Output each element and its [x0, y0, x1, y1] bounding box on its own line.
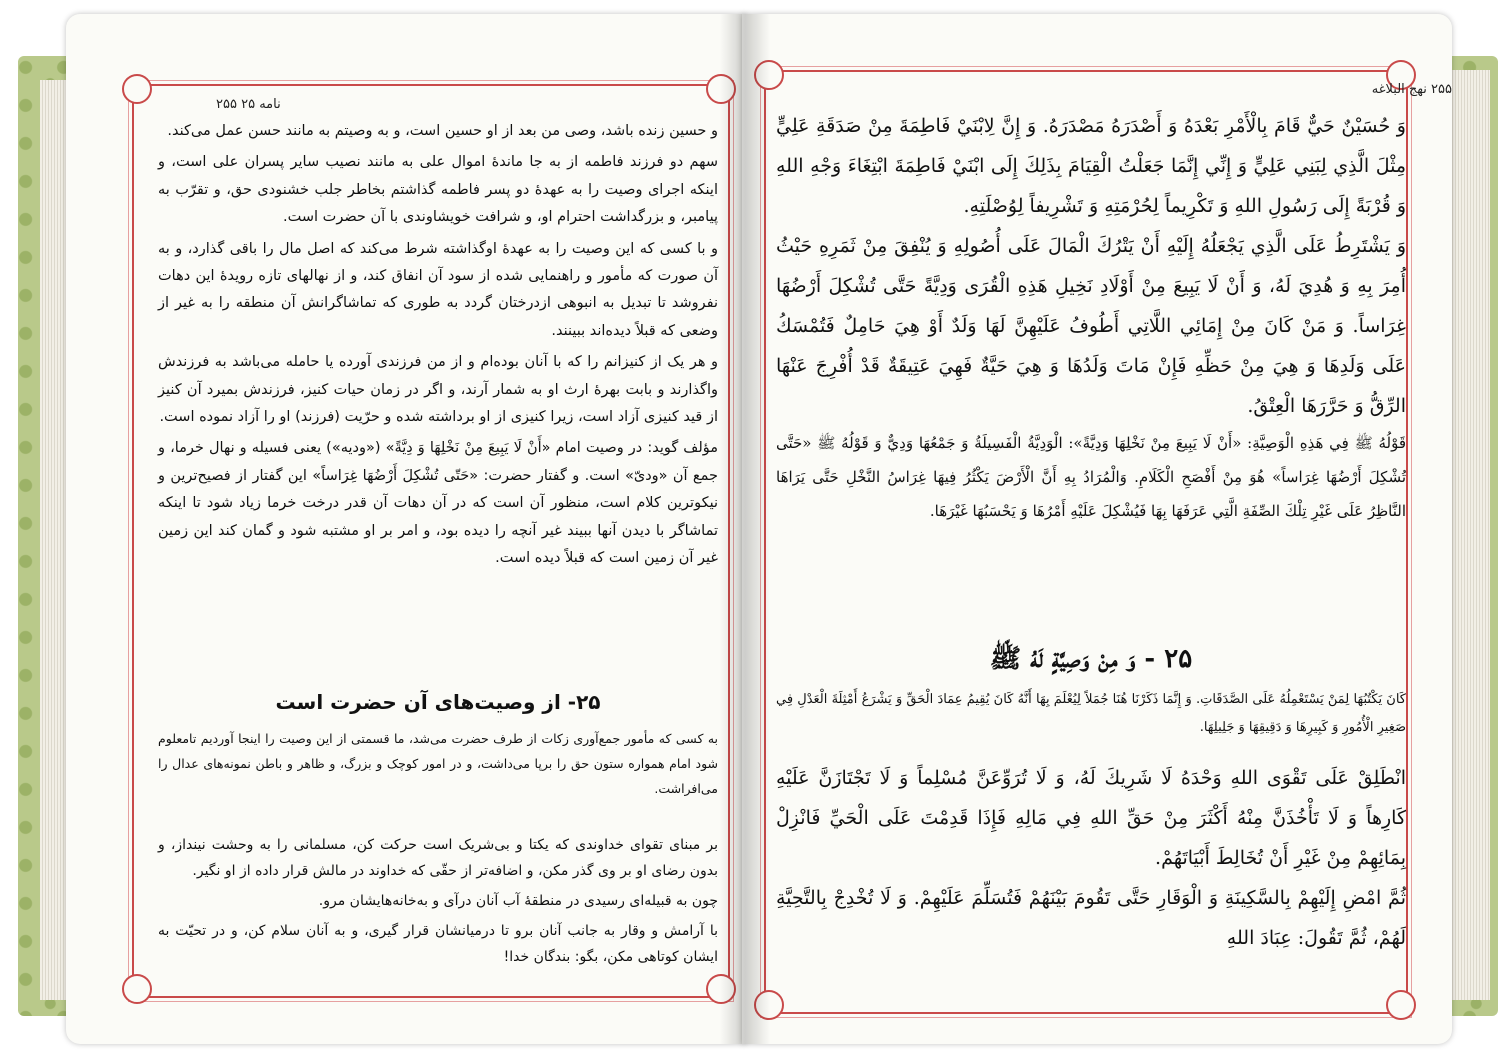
right-section-intro: كَانَ يَكْتُبُهَا لِمَنْ يَسْتَعْمِلُهُ عَلَى الصَّدَقَاتِ. وَ إِنَّمَا ذَكَرْنَا هُنَا جُمَلاً لِيُعْلَمَ بِهَا أَنَّهُ كَانَ يُقِيمُ عِمَادَ الْحَقِّ وَ يَشْرَعُ أَمْثِلَةَ الْعَدْلِ فِي صَغِيرِ الْأُمُورِ وَ كَبِيرِهَا وَ دَقِيقِهَا وَ جَلِيلِهَا. — [776, 692, 1406, 735]
corner-ornament — [706, 974, 736, 1004]
paragraph: بر مبنای تقوای خداوندی که یکتا و بی‌شریک است حرکت کن، مسلمانی را به وحشت نینداز، و بدون رضای او بر وی گذر مکن، و اضافه‌تر از حقّی که خداوند در مالش قرار داده از او نگیر. — [158, 837, 718, 879]
right-page-header: ۲۵۵ نهج البلاغه — [1371, 82, 1452, 97]
corner-ornament — [122, 974, 152, 1004]
paragraph: انْطَلِقْ عَلَى تَقْوَى اللهِ وَحْدَهُ لَا شَرِيكَ لَهُ، وَ لَا تُرَوِّعَنَّ مُسْلِماً وَ لَا تَجْتَازَنَّ عَلَيْهِ كَارِهاً وَ لَا تَأْخُذَنَّ مِنْهُ أَكْثَرَ مِنْ حَقِّ اللهِ فِي مَالِهِ فَإِذَا قَدِمْتَ عَلَى الْحَيِّ فَانْزِلْ بِمَائِهِمْ مِنْ غَيْرِ أَنْ تُخَالِطَ أَبْيَاتَهُمْ. — [776, 767, 1406, 869]
paragraph: مؤلف گوید: در وصیت امام «أَنْ لَا یَبِیعَ مِنْ نَخْلِهَا وَ دِیَّةً» («ودیه») یعنی فسیله و نهال خرما، و جمع آن «ودیّ» است. و گفتار حضرت: «حَتّى تُشْکِلَ أَرْضُهَا غِرَاساً» این گفتار از فصیح‌ترین و نیکوترین کلام است، منظور آن است که در آن دهات آن قدر درخت خرما زیاد شود تا اینکه تماشاگر با دیدن آنها ببیند غیر آنچه را دیده بود، و امر بر او مشتبه شود و گمان کند این زمین غیر آن زمین است که قبلاً دیده است. — [158, 440, 718, 567]
corner-ornament — [754, 990, 784, 1020]
paragraph: قَوْلُهُ ﷺ فِي هَذِهِ الْوَصِيَّةِ: «أَنْ لَا يَبِيعَ مِنْ نَخْلِهَا وَدِيَّةً»: الْوَدِيَّةُ الْفَسِيلَةُ وَ جَمْعُهَا وَدِيٌّ وَ قَوْلُهُ ﷺ «حَتَّى تُشْكِلَ أَرْضُهَا غِرَاساً» هُوَ مِنْ أَفْصَحِ الْكَلَامِ. وَالْمُرَادُ بِهِ أَنَّ الْأَرْضَ يَكْثُرُ فِيهَا غِرَاسُ النَّخْلِ حَتَّى يَرَاهَا النَّاظِرُ عَلَى غَيْرِ تِلْكَ الصِّفَةِ الَّتِي عَرَفَهَا بِهَا فَيُشْكِلَ عَلَيْهِ أَمْرُهَا وَ يَحْسَبُهَا غَيْرَهَا. — [776, 434, 1406, 520]
left-translation-block-2 — [158, 832, 718, 974]
right-arabic-block — [776, 106, 1406, 528]
page-edges-right — [1450, 70, 1490, 1000]
paragraph: سهم دو فرزند فاطمه از به جا ماندهٔ اموال علی به مانند نصیب سایر پسران علی است، و اینکه اجرای وصیت را به عهدهٔ دو پسر فاطمه گذاشتم بخاطر جلب خشنودی حق، و تقرّب به پیامبر، و بزرگداشت احترام او، و شرافت خویشاوندی با آن حضرت است. — [158, 154, 718, 226]
left-page — [66, 14, 746, 1044]
paragraph: وَ يَشْتَرِطُ عَلَى الَّذِي يَجْعَلُهُ إِلَيْهِ أَنْ يَتْرُكَ الْمَالَ عَلَى أُصُولِهِ وَ يُنْفِقَ مِنْ ثَمَرِهِ حَيْثُ أُمِرَ بِهِ وَ هُدِيَ لَهُ، وَ أَنْ لَا يَبِيعَ مِنْ أَوْلَادِ نَخِيلِ هَذِهِ الْقُرَى وَدِيَّةً حَتَّى تُشْكِلَ أَرْضُهَا غِرَاساً. وَ مَنْ كَانَ مِنْ إِمَائِي اللَّاتِي أَطُوفُ عَلَيْهِنَّ لَهَا وَلَدٌ أَوْ هِيَ حَامِلٌ فَتُمْسَكُ عَلَى وَلَدِهَا وَ هِيَ مِنْ حَظِّهِ فَإِنْ مَاتَ وَلَدُهَا وَ هِيَ حَيَّةٌ فَهِيَ عَتِيقَةٌ قَدْ أُفْرِجَ عَنْهَا الرِّقُّ وَ حَرَّرَهَا الْعِتْقُ. — [776, 235, 1407, 417]
right-page — [742, 14, 1452, 1044]
paragraph: و با کسی که این وصیت را به عهدهٔ اوگذاشته شرط می‌کند که اصل مال را باقی گذارد، و به آن صورت که مأمور و راهنمایی شده از سود آن انفاق کند، و از نهالهای تازه رویدهٔ این دهات نفروشد تا تبدیل به انبوهی ازدرختان گردد به طوری که تماشاگرانش آن منطقه را به غیر از وضعی که قبلاً دیده‌اند ببینند. — [158, 240, 718, 339]
corner-ornament — [1386, 990, 1416, 1020]
paragraph: با آرامش و وقار به جانب آنان برو تا درمیانشان قرار گیری، و به آنان سلام کن، و در تحیّت به ایشان کوتاهی مکن، بگو: بندگان خدا! — [158, 923, 718, 965]
left-translation-block — [158, 118, 718, 577]
left-section-title: ۲۵- از وصیت‌های آن حضرت است — [275, 690, 601, 714]
right-arabic-block-2 — [776, 758, 1406, 958]
left-section-intro: به کسی که مأمور جمع‌آوری زکات از طرف حضرت می‌شد، ما قسمتی از این وصیت را اینجا آوردیم تامعلوم شود امام همواره ستون حق را برپا می‌داشت، و در امور کوچک و بزرگ، و ظاهر و باطن نمونه‌های عدال را می‌افراشت. — [158, 731, 718, 796]
paragraph: و حسین زنده باشد، وصی من بعد از او حسین است، و به وصیتم به مانند حسن عمل می‌کند. — [167, 123, 718, 139]
paragraph: و هر یک از کنیزانم را که با آنان بوده‌ام و از من فرزندی آورده یا حامله می‌باشد به فرزندش واگذارند و بابت بهرهٔ ارث او به شمار آرند، و اگر در زمان حیات کنیز، فرزندش بمیرد آن کنیز از قید کنیزی آزاد است، زیرا کنیزی از او برداشته شده و حرّیت (فرزند) او را آزاد نموده است. — [158, 354, 718, 426]
paragraph: ثُمَّ امْضِ إِلَيْهِمْ بِالسَّكِينَةِ وَ الْوَقَارِ حَتَّى تَقُومَ بَيْنَهُمْ فَتُسَلِّمَ عَلَيْهِمْ. وَ لَا تُخْدِجْ بِالتَّحِيَّةِ لَهُمْ، ثُمَّ تَقُولَ: عِبَادَ اللهِ — [776, 887, 1406, 949]
paragraph: وَ حُسَيْنٌ حَيٌّ قَامَ بِالْأَمْرِ بَعْدَهُ وَ أَصْدَرَهُ مَصْدَرَهُ. وَ إِنَّ لِابْنَيْ فَاطِمَةَ مِنْ صَدَقَةِ عَلِيٍّ مِثْلَ الَّذِي لِبَنِي عَلِيٍّ وَ إِنِّي إِنَّمَا جَعَلْتُ الْقِيَامَ بِذَلِكَ إِلَى ابْنَيْ فَاطِمَةَ ابْتِغَاءَ وَجْهِ اللهِ وَ قُرْبَةً إِلَى رَسُولِ اللهِ وَ تَكْرِيماً لِحُرْمَتِهِ وَ تَشْرِيفاً لِوُصْلَتِهِ. — [776, 115, 1406, 217]
left-page-header: نامه ۲۵ ۲۵۵ — [216, 97, 281, 112]
corner-ornament — [122, 74, 152, 104]
corner-ornament — [754, 60, 784, 90]
paragraph: چون به قبیله‌ای رسیدی در منطقهٔ آب آنان درآی و به‌خانه‌هایشان مرو. — [318, 893, 718, 909]
right-section-title: ۲۵ - وَ مِنْ وَصِيَّةٍ لَهُ ﷺ — [989, 644, 1193, 674]
